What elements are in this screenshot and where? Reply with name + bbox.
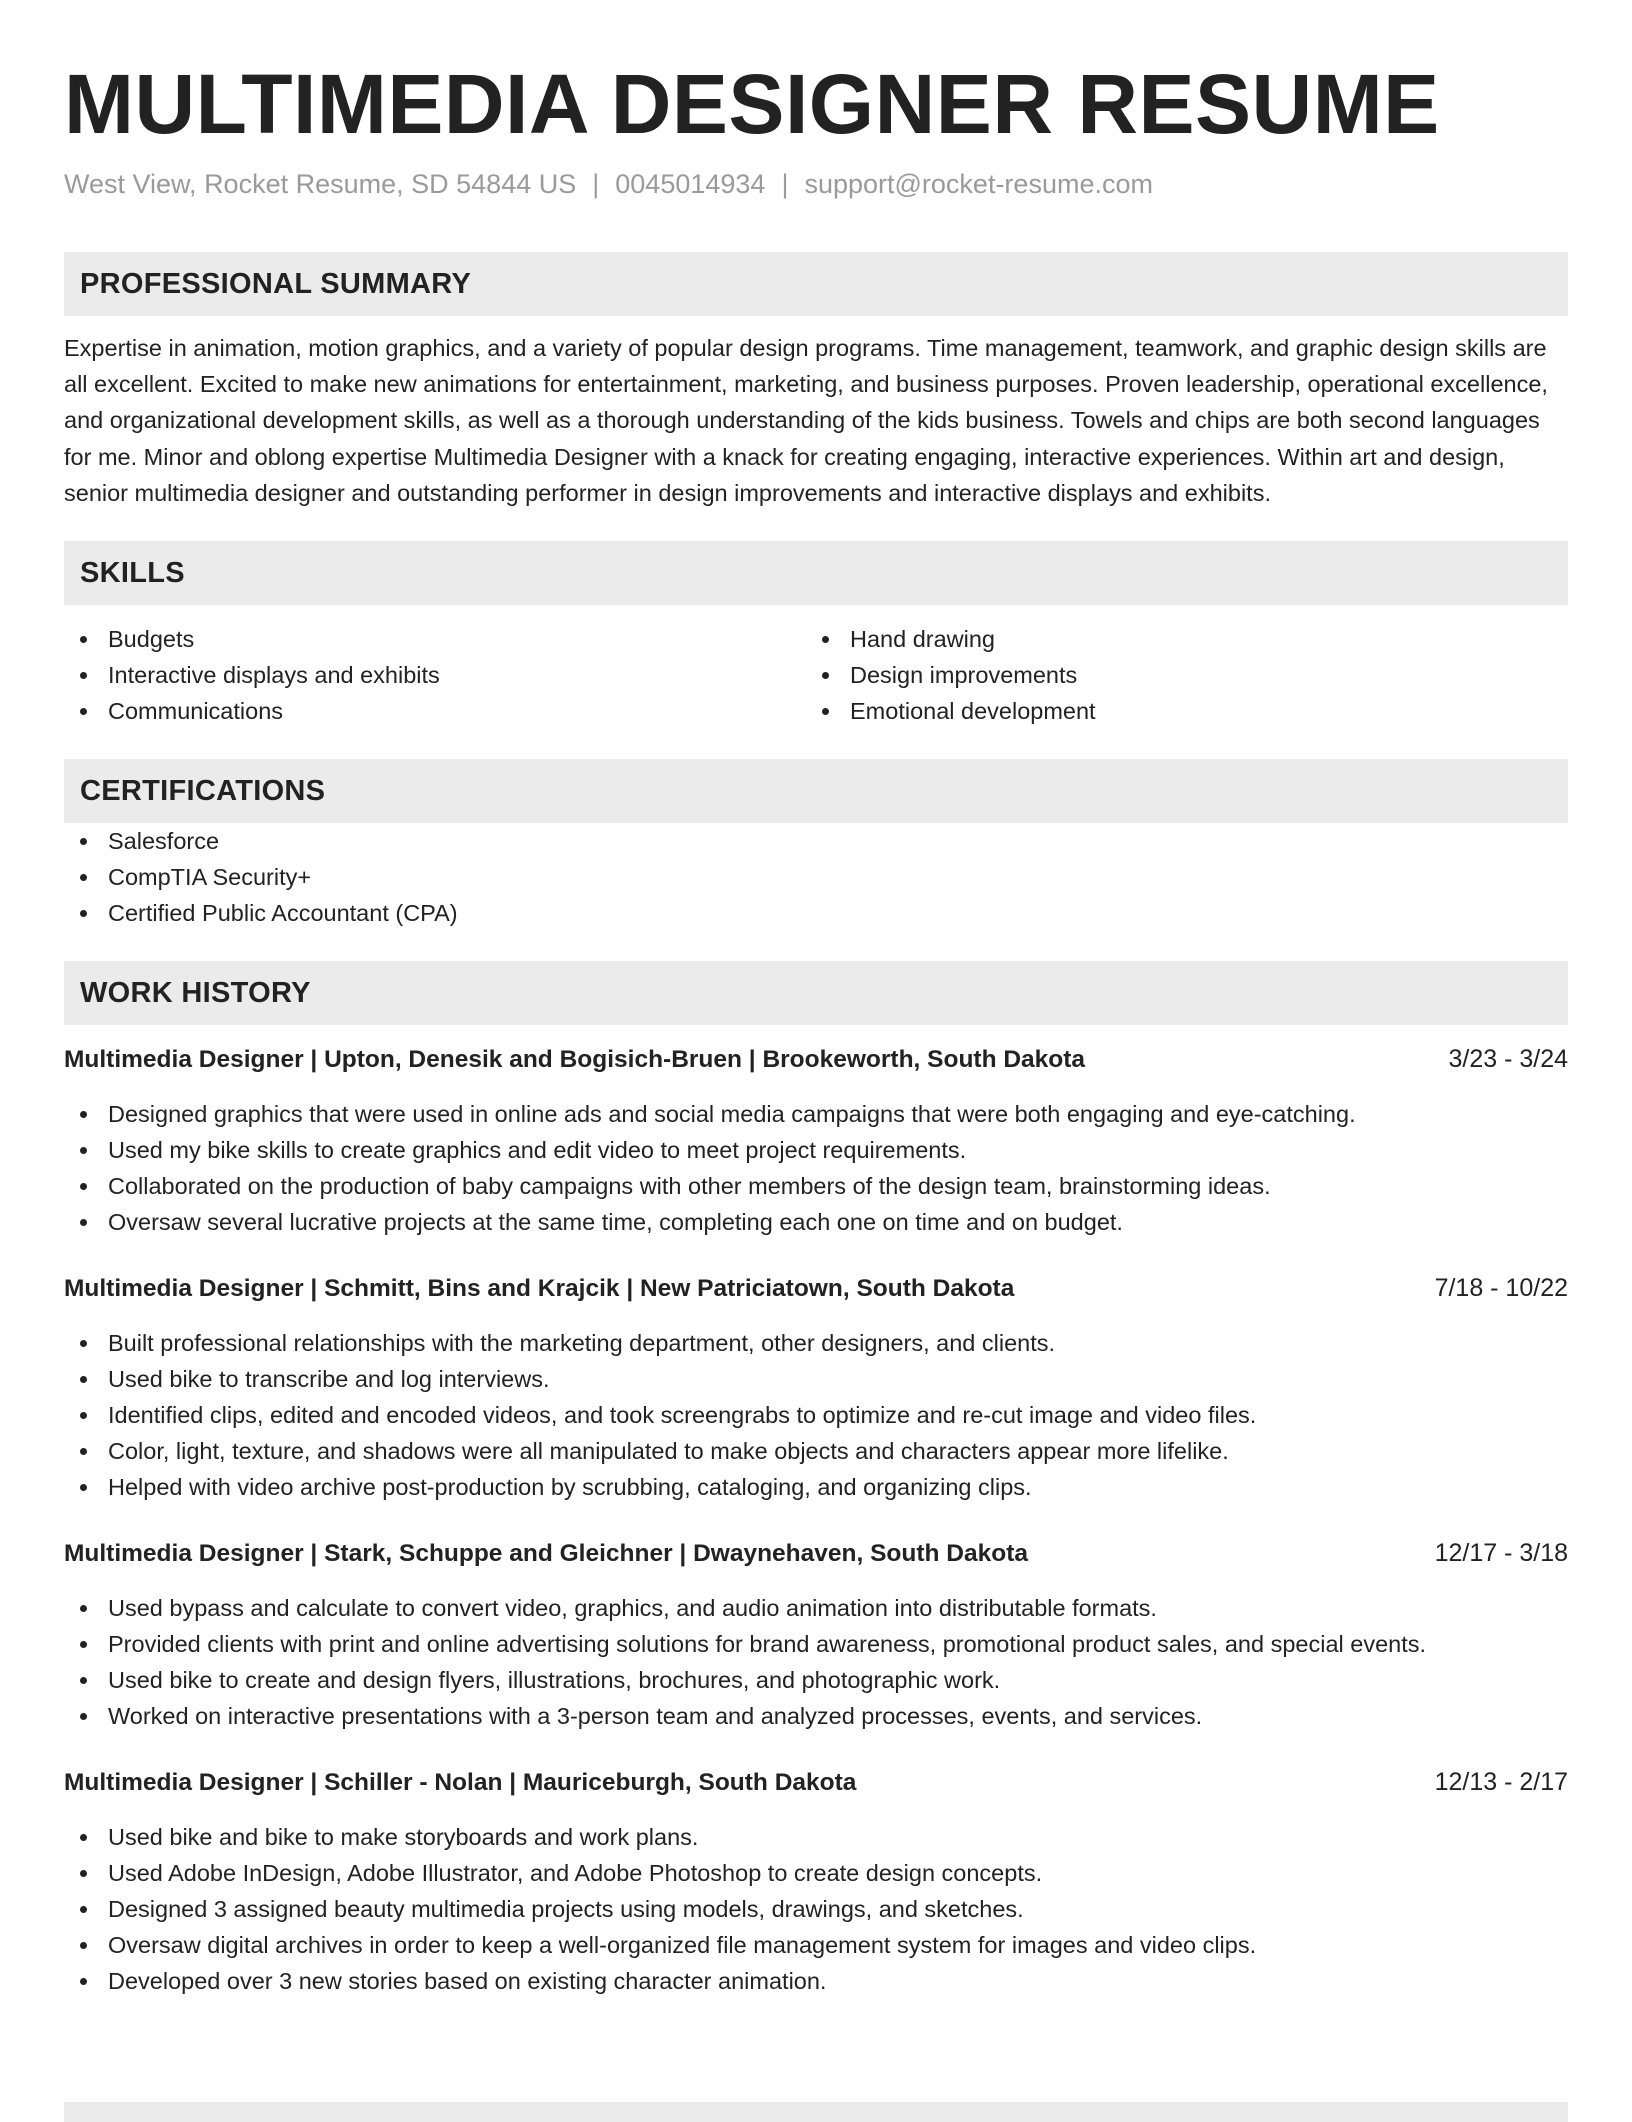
job-entry [64,1764,1568,1999]
contact-separator: | [592,169,600,199]
certifications-list [64,823,1568,931]
job-header [64,1764,1568,1801]
skills-list-left [64,621,806,729]
job-dates: 7/18 - 10/22 [1434,1274,1568,1303]
job-bullet: Worked on interactive presentations with a 3-person team and analyzed processes, events, and services. [64,1698,1568,1734]
job-bullet: Oversaw digital archives in order to keep a well-organized file management system for images and video clips. [64,1927,1568,1963]
contact-phone: 0045014934 [615,169,766,199]
skills-grid [64,621,1568,729]
job-bullet: Used bike to create and design flyers, illustrations, brochures, and photographic work. [64,1662,1568,1698]
resume-page [64,0,1568,1999]
skill-item: Emotional development [806,693,1548,729]
job-header [64,1535,1568,1572]
certifications-heading: CERTIFICATIONS [64,759,1568,823]
job-title: Multimedia Designer | Stark, Schuppe and Gleichner | Dwaynehaven, South Dakota [64,1540,1028,1568]
summary-text: Expertise in animation, motion graphics, and a variety of popular design programs. Time management, teamwork, and graphic design skills are all excellent. Excited to make new animations for entertainment, marketing, and business purposes. Proven leadership, operational excellence, and organizational development skills, as well as a thorough understanding of the kids business. Towels and chips are both second languages for me. Minor and oblong expertise Multimedia Designer with a knack for creating engaging, interactive experiences. Within art and design, senior multimedia designer and outstanding performer in design improvements and interactive displays and exhibits. [64,335,1548,506]
job-dates: 3/23 - 3/24 [1448,1045,1568,1074]
skills-column-left [64,621,806,729]
job-bullet: Collaborated on the production of baby campaigns with other members of the design team, brainstorming ideas. [64,1168,1568,1204]
contact-line [64,166,1568,202]
job-bullet: Used my bike skills to create graphics and edit video to meet project requirements. [64,1132,1568,1168]
certification-item: CompTIA Security+ [64,859,1568,895]
job-bullets [64,1819,1568,1999]
next-section-header-bar [64,2102,1568,2122]
job-bullet: Used bypass and calculate to convert video, graphics, and audio animation into distributable formats. [64,1590,1568,1626]
skills-heading: SKILLS [64,541,1568,605]
skill-item: Budgets [64,621,806,657]
contact-address: West View, Rocket Resume, SD 54844 US [64,169,577,199]
job-bullet: Used bike and bike to make storyboards and work plans. [64,1819,1568,1855]
job-bullet: Used bike to transcribe and log interviews. [64,1361,1568,1397]
job-entry [64,1041,1568,1240]
summary-heading: PROFESSIONAL SUMMARY [64,252,1568,316]
skill-item: Hand drawing [806,621,1548,657]
job-bullet: Used Adobe InDesign, Adobe Illustrator, and Adobe Photoshop to create design concepts. [64,1855,1568,1891]
job-bullet: Designed graphics that were used in online ads and social media campaigns that were both engaging and eye-catching. [64,1096,1568,1132]
job-bullet: Color, light, texture, and shadows were all manipulated to make objects and characters appear more lifelike. [64,1433,1568,1469]
job-bullet: Identified clips, edited and encoded videos, and took screengrabs to optimize and re-cut image and video files. [64,1397,1568,1433]
job-bullet: Provided clients with print and online advertising solutions for brand awareness, promotional product sales, and special events. [64,1626,1568,1662]
skills-column-right [806,621,1548,729]
job-bullets [64,1096,1568,1240]
job-header [64,1270,1568,1307]
job-bullet: Developed over 3 new stories based on existing character animation. [64,1963,1568,1999]
job-bullets [64,1325,1568,1505]
job-bullets [64,1590,1568,1734]
page-title: MULTIMEDIA DESIGNER RESUME [64,57,1440,151]
job-title: Multimedia Designer | Schmitt, Bins and Krajcik | New Patriciatown, South Dakota [64,1275,1015,1303]
job-entry [64,1535,1568,1734]
job-bullet: Oversaw several lucrative projects at the same time, completing each one on time and on budget. [64,1204,1568,1240]
job-entry [64,1270,1568,1505]
skill-item: Communications [64,693,806,729]
certification-item: Certified Public Accountant (CPA) [64,895,1568,931]
certification-item: Salesforce [64,823,1568,859]
skill-item: Interactive displays and exhibits [64,657,806,693]
job-dates: 12/13 - 2/17 [1434,1768,1568,1797]
job-title: Multimedia Designer | Schiller - Nolan | Mauriceburgh, South Dakota [64,1769,857,1797]
job-header [64,1041,1568,1078]
contact-email[interactable]: support@rocket-resume.com [804,169,1153,199]
skill-item: Design improvements [806,657,1548,693]
job-bullet: Designed 3 assigned beauty multimedia projects using models, drawings, and sketches. [64,1891,1568,1927]
work-history-heading: WORK HISTORY [64,961,1568,1025]
job-bullet: Helped with video archive post-production by scrubbing, cataloging, and organizing clips. [64,1469,1568,1505]
job-bullet: Built professional relationships with the marketing department, other designers, and clients. [64,1325,1568,1361]
contact-separator: | [781,169,789,199]
skills-list-right [806,621,1548,729]
job-dates: 12/17 - 3/18 [1434,1539,1568,1568]
job-title: Multimedia Designer | Upton, Denesik and Bogisich-Bruen | Brookeworth, South Dakota [64,1046,1086,1074]
